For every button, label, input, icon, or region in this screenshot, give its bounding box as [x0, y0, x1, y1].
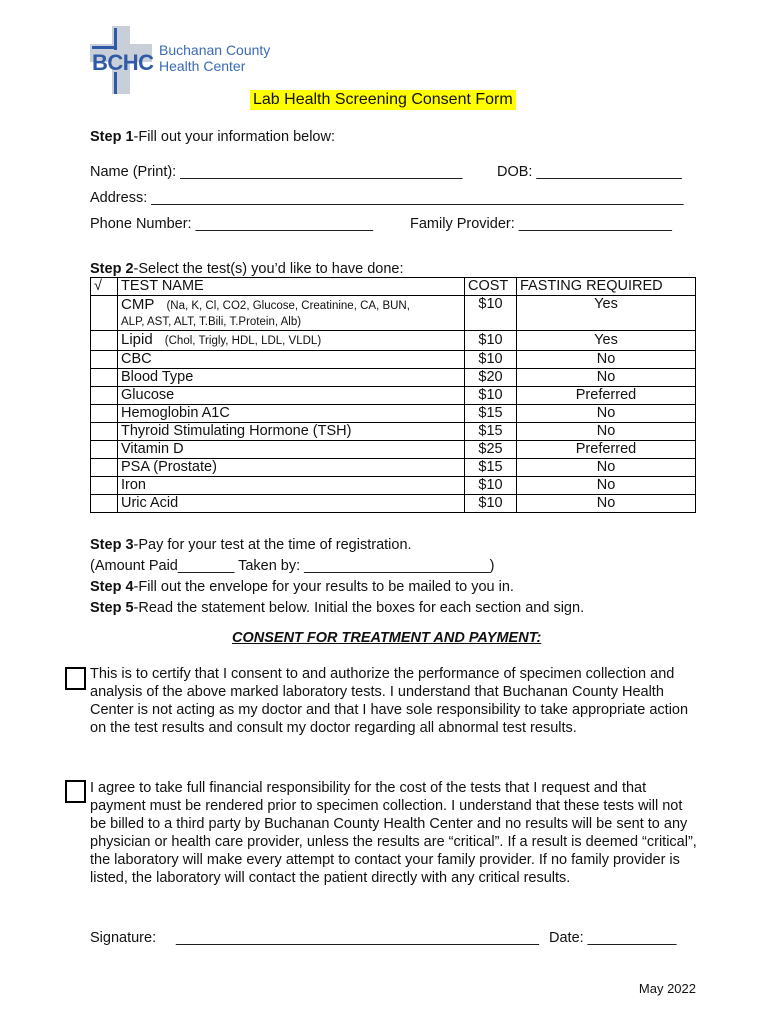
test-cost: $15 [465, 423, 517, 441]
table-row [91, 387, 696, 405]
table-header-row [91, 278, 696, 296]
test-fasting: No [517, 495, 696, 513]
test-cost: $15 [465, 405, 517, 423]
test-cost: $10 [465, 331, 517, 351]
test-cost: $20 [465, 369, 517, 387]
phone-field[interactable]: Phone Number: ______________________ [90, 216, 373, 232]
test-fasting: Preferred [517, 387, 696, 405]
name-field[interactable]: Name (Print): ___________________________________ [90, 164, 463, 180]
test-fasting: No [517, 369, 696, 387]
test-name: Glucose [118, 387, 465, 405]
family-provider-field[interactable]: Family Provider: ___________________ [410, 216, 672, 232]
test-name: Thyroid Stimulating Hormone (TSH) [118, 423, 465, 441]
test-name: PSA (Prostate) [118, 459, 465, 477]
test-selection-table [90, 277, 696, 513]
test-checkbox[interactable] [91, 351, 118, 369]
step-4: Step 4-Fill out the envelope for your results to be mailed to you in. [90, 579, 514, 595]
form-title: Lab Health Screening Consent Form [250, 90, 516, 110]
logo-abbreviation: BCHC [92, 50, 154, 75]
test-checkbox[interactable] [91, 459, 118, 477]
test-checkbox[interactable] [91, 495, 118, 513]
test-cost: $15 [465, 459, 517, 477]
test-checkbox[interactable] [91, 477, 118, 495]
test-fasting: Preferred [517, 441, 696, 459]
test-checkbox[interactable] [91, 405, 118, 423]
table-row [91, 369, 696, 387]
table-row [91, 405, 696, 423]
consent-heading: CONSENT FOR TREATMENT AND PAYMENT: [232, 630, 542, 646]
table-row [91, 495, 696, 513]
test-cost: $10 [465, 387, 517, 405]
test-fasting: Yes [517, 296, 696, 331]
amount-paid-field[interactable]: (Amount Paid_______ Taken by: _______________________) [90, 558, 495, 574]
test-fasting: No [517, 351, 696, 369]
cost-header: COST [465, 278, 517, 296]
step-3: Step 3-Pay for your test at the time of registration. [90, 537, 412, 553]
table-row [91, 477, 696, 495]
table-row [91, 331, 696, 351]
bchc-logo [88, 24, 288, 96]
test-checkbox[interactable] [91, 387, 118, 405]
test-name: Hemoglobin A1C [118, 405, 465, 423]
table-row [91, 459, 696, 477]
test-cost: $25 [465, 441, 517, 459]
test-cost: $10 [465, 477, 517, 495]
step-2: Step 2-Select the test(s) you’d like to have done: [90, 261, 404, 277]
consent-treatment-text: This is to certify that I consent to and authorize the performance of specimen collection and analysis of the above marked laboratory tests. I understand that Buchanan County Health Center is not acting as my doctor and that I have sole responsibility to take appropriate action on the test results and consult my doctor regarding all abnormal test results. [90, 666, 689, 736]
test-checkbox[interactable] [91, 441, 118, 459]
table-row [91, 296, 696, 331]
test-name: Uric Acid [118, 495, 465, 513]
test-name: Iron [118, 477, 465, 495]
consent-payment-text: I agree to take full financial responsibility for the cost of the tests that I request and that payment must be rendered prior to specimen collection. I understand that these tests will not be billed to a third party by Buchanan County Health Center and no results will be sent to any physician or health care provider, unless the results are “critical”. If a result is deemed “critical”, the laboratory will make every attempt to contact your family provider. If no family provider is listed, the laboratory will contact the patient directly with any critical results. [90, 780, 697, 886]
table-row [91, 351, 696, 369]
test-checkbox[interactable] [91, 423, 118, 441]
test-cost: $10 [465, 296, 517, 331]
test-fasting: No [517, 477, 696, 495]
consent-initial-box-2[interactable] [65, 780, 86, 803]
table-row [91, 423, 696, 441]
test-fasting: No [517, 423, 696, 441]
test-fasting: Yes [517, 331, 696, 351]
signature-line[interactable]: _____________________________________________ [176, 930, 539, 946]
test-cost: $10 [465, 495, 517, 513]
address-field[interactable]: Address: __________________________________________________________________ [90, 190, 684, 206]
date-field[interactable]: Date: ___________ [549, 930, 677, 946]
test-name: CBC [118, 351, 465, 369]
test-name: CMP (Na, K, Cl, CO2, Glucose, Creatinine, CA, BUN, ALP, AST, ALT, T.Bili, T.Protein, Alb) [118, 296, 465, 331]
test-name: Blood Type [118, 369, 465, 387]
footer-date: May 2022 [638, 981, 696, 996]
test-checkbox[interactable] [91, 369, 118, 387]
logo-organization-name: Buchanan County Health Center [159, 42, 271, 74]
test-name-header: TEST NAME [118, 278, 465, 296]
check-column-header: √ [91, 278, 118, 296]
fasting-header: FASTING REQUIRED [517, 278, 696, 296]
test-name: Lipid (Chol, Trigly, HDL, LDL, VLDL) [118, 331, 465, 351]
consent-initial-box-1[interactable] [65, 667, 86, 690]
signature-label: Signature: [90, 930, 157, 946]
test-cost: $10 [465, 351, 517, 369]
test-fasting: No [517, 459, 696, 477]
test-name: Vitamin D [118, 441, 465, 459]
test-checkbox[interactable] [91, 296, 118, 331]
table-row [91, 441, 696, 459]
step-1: Step 1-Fill out your information below: [90, 129, 335, 145]
test-checkbox[interactable] [91, 331, 118, 351]
test-fasting: No [517, 405, 696, 423]
dob-field[interactable]: DOB: __________________ [497, 164, 682, 180]
step-5: Step 5-Read the statement below. Initial the boxes for each section and sign. [90, 600, 585, 616]
